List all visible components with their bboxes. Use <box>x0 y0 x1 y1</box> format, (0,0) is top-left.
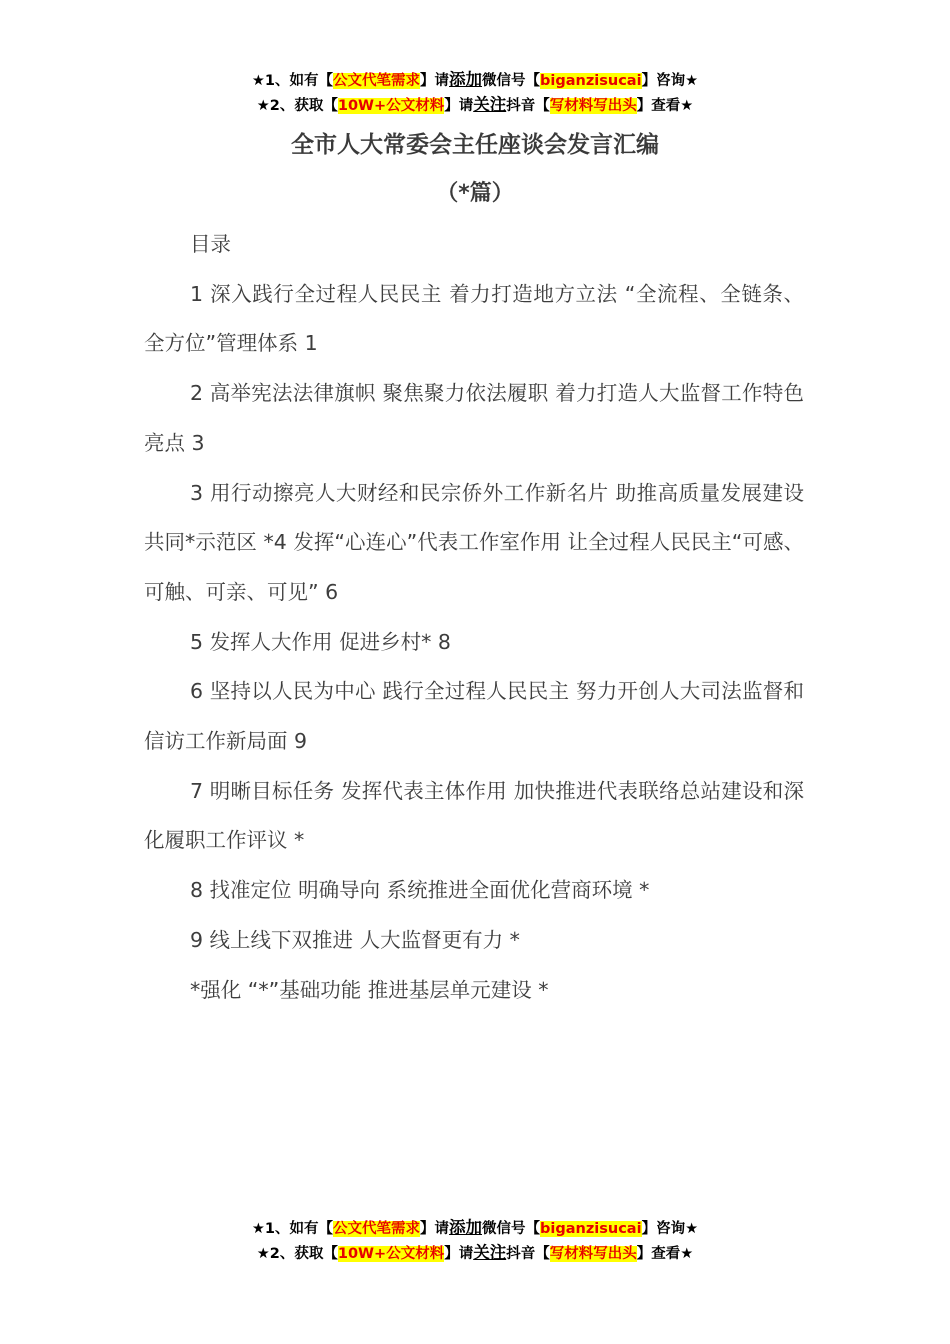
highlight-service: 公文代笔需求 <box>333 1221 421 1237</box>
banner-text: 抖音【 <box>506 1246 550 1262</box>
toc-heading: 目录 <box>190 232 231 256</box>
toc-entry: 6 坚持以人民为中心 践行全过程人民民主 努力开创人大司法监督和信访工作新局面 9 <box>144 679 804 754</box>
banner-text: 】请 <box>420 73 450 89</box>
highlight-service: 公文代笔需求 <box>333 73 421 89</box>
banner-text: 】咨询★ <box>641 1221 699 1237</box>
emphasis-text: 添加 <box>449 1218 483 1237</box>
toc-entry: *强化 “*”基础功能 推进基层单元建设 * <box>190 977 549 1002</box>
toc-entry: 5 发挥人大作用 促进乡村* 8 <box>190 629 451 654</box>
banner-text: 】咨询★ <box>641 73 699 89</box>
toc-entry: 2 高举宪法法律旗帜 聚焦聚力依法履职 着力打造人大监督工作特色亮点 3 <box>144 381 804 455</box>
banner-text: 】请 <box>444 98 474 114</box>
banner-text: ★2、获取【 <box>256 98 338 114</box>
banner-line-1 <box>0 68 950 93</box>
toc-entry: 3 用行动擦亮人大财经和民宗侨外工作新名片 助推高质量发展建设共同*示范区 *4 发挥“心连心”代表工作室作用 让全过程人民民主“可感、可触、可亲、可见” 6 <box>144 480 804 604</box>
banner-text: 】请 <box>420 1221 450 1237</box>
banner-text: ★1、如有【 <box>251 73 334 89</box>
highlight-douyin-id: 写材料写出头 <box>549 98 637 114</box>
highlight-materials: 10W+公文材料 <box>337 98 445 114</box>
toc-entry: 1 深入践行全过程人民民主 着力打造地方立法 “全流程、全链条、全方位”管理体系 1 <box>144 281 804 356</box>
banner-text: 微信号【 <box>482 1221 541 1237</box>
document-body <box>144 220 804 1015</box>
footer-banner <box>0 1216 950 1266</box>
banner-line-2 <box>0 1241 950 1266</box>
banner-text: ★2、获取【 <box>256 1246 338 1262</box>
toc-entry: 8 找准定位 明确导向 系统推进全面优化营商环境 * <box>190 878 650 903</box>
highlight-douyin-id: 写材料写出头 <box>549 1246 637 1262</box>
banner-text: 】查看★ <box>636 1246 694 1262</box>
emphasis-text: 关注 <box>473 1243 507 1262</box>
banner-line-1 <box>0 1216 950 1241</box>
banner-line-2 <box>0 93 950 118</box>
highlight-materials: 10W+公文材料 <box>337 1246 445 1262</box>
toc-entry: 9 线上线下双推进 人大监督更有力 * <box>190 927 520 952</box>
document-title: 全市人大常委会主任座谈会发言汇编 <box>291 132 659 158</box>
banner-text: 】查看★ <box>636 98 694 114</box>
highlight-wechat-id: biganzisucai <box>540 73 642 89</box>
toc-entry: 7 明晰目标任务 发挥代表主体作用 加快推进代表联络总站建设和深化履职工作评议 * <box>144 778 804 853</box>
header-banner <box>0 68 950 118</box>
banner-text: 】请 <box>444 1246 474 1262</box>
banner-text: ★1、如有【 <box>251 1221 334 1237</box>
emphasis-text: 关注 <box>473 95 507 114</box>
emphasis-text: 添加 <box>449 70 483 89</box>
document-subtitle: （*篇） <box>436 181 514 206</box>
highlight-wechat-id: biganzisucai <box>540 1221 642 1237</box>
banner-text: 微信号【 <box>482 73 541 89</box>
banner-text: 抖音【 <box>506 98 550 114</box>
